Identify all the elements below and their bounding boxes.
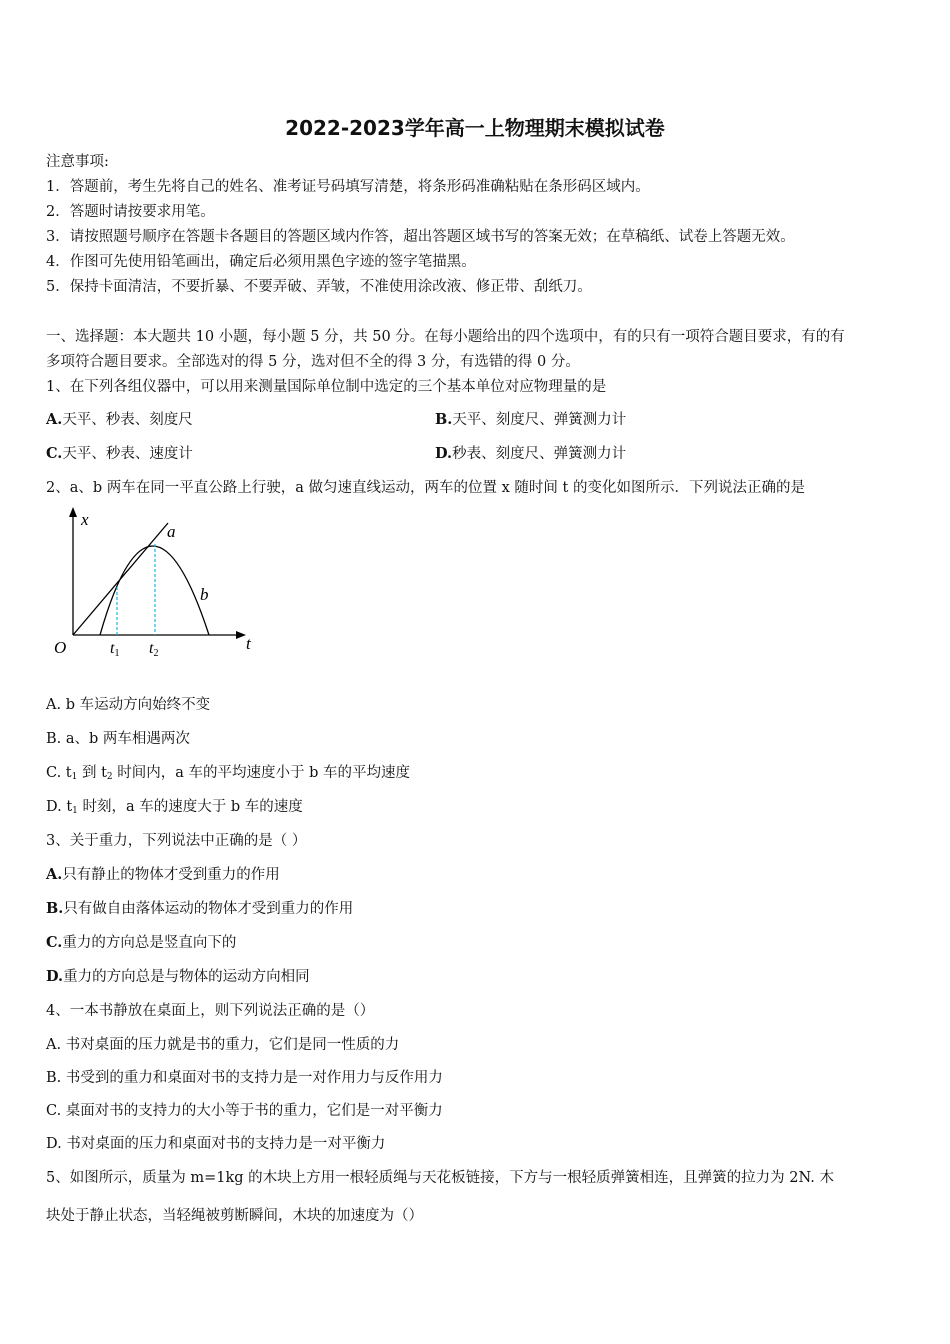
q4-option-b: B. 书受到的重力和桌面对书的支持力是一对作用力与反作用力 — [46, 1070, 443, 1086]
q2-option-c: C. $t_1$ 到 $t_2$ 时间内，a 车的平均速度小于 b 车的平均速度 — [46, 765, 411, 782]
note-item: 5．保持卡面清洁，不要折暴、不要弄破、弄皱，不准使用涂改液、修正带、刮纸刀。 — [46, 279, 592, 295]
position-time-graph — [48, 505, 263, 665]
question-3-stem: 3、关于重力，下列说法中正确的是（ ） — [46, 833, 307, 849]
note-item: 1．答题前，考生先将自己的姓名、准考证号码填写清楚，将条形码准确粘贴在条形码区域内。 — [46, 179, 650, 195]
q3-option-d: D.重力的方向总是与物体的运动方向相同 — [46, 968, 310, 985]
q3-option-c: C.重力的方向总是竖直向下的 — [46, 934, 237, 951]
q3-option-b: B.只有做自由落体运动的物体才受到重力的作用 — [46, 900, 354, 917]
q2-option-b: B. a、b 两车相遇两次 — [46, 731, 190, 747]
question-1-stem: 1、在下列各组仪器中，可以用来测量国际单位制中选定的三个基本单位对应物理量的是 — [46, 379, 607, 395]
line-a-label: a — [167, 522, 176, 541]
page-title: 2022-2023学年高一上物理期末模拟试卷 — [285, 116, 665, 140]
note-item: 4．作图可先使用铅笔画出，确定后必须用黑色字迹的签字笔描黑。 — [46, 254, 476, 270]
question-4-stem: 4、一本书静放在桌面上，则下列说法正确的是（） — [46, 1003, 375, 1019]
origin-label: O — [54, 638, 67, 657]
q1-option-c: C.天平、秒表、速度计 — [46, 445, 193, 462]
notes-heading: 注意事项: — [46, 154, 109, 170]
q1-option-b: B.天平、刻度尺、弹簧测力计 — [435, 411, 627, 428]
y-axis-label: x — [81, 510, 89, 529]
q4-option-a: A. 书对桌面的压力就是书的重力，它们是同一性质的力 — [46, 1037, 400, 1053]
section-instructions: 多项符合题目要求。全部选对的得 5 分，选对但不全的得 3 分，有选错的得 0 分。 — [46, 354, 580, 370]
note-item: 2．答题时请按要求用笔。 — [46, 204, 215, 220]
curve-b-label: b — [200, 585, 209, 604]
q4-option-c: C. 桌面对书的支持力的大小等于书的重力，它们是一对平衡力 — [46, 1103, 443, 1119]
q2-option-d: D. $t_1$ 时刻，a 车的速度大于 b 车的速度 — [46, 799, 303, 816]
section-instructions: 一、选择题：本大题共 10 小题，每小题 5 分，共 50 分。在每小题给出的四个选项中，有的只有一项符合题目要求，有的有 — [46, 329, 845, 345]
q4-option-d: D. 书对桌面的压力和桌面对书的支持力是一对平衡力 — [46, 1136, 386, 1152]
question-5-stem-cont: 块处于静止状态，当轻绳被剪断瞬间，木块的加速度为（） — [46, 1208, 423, 1224]
question-5-stem: 5、如图所示，质量为 m=1kg 的木块上方用一根轻质绳与天花板链接，下方与一根轻质弹簧相连，且弹簧的拉力为 2N. 木 — [46, 1170, 834, 1186]
q3-option-a: A.只有静止的物体才受到重力的作用 — [46, 866, 280, 883]
q1-option-d: D.秒表、刻度尺、弹簧测力计 — [435, 445, 627, 462]
question-2-stem: 2、a、b 两车在同一平直公路上行驶，a 做匀速直线运动，两车的位置 x 随时间 t 的变化如图所示．下列说法正确的是 — [46, 480, 805, 496]
x-axis-label: t — [246, 634, 251, 653]
x-axis-arrow — [236, 631, 246, 639]
q1-option-a: A.天平、秒表、刻度尺 — [46, 411, 193, 428]
t2-label: t2 — [149, 640, 159, 659]
note-item: 3．请按照题号顺序在答题卡各题目的答题区域内作答，超出答题区域书写的答案无效；在草稿纸、试卷上答题无效。 — [46, 229, 795, 245]
q2-option-a: A. b 车运动方向始终不变 — [46, 697, 211, 713]
t1-label: t1 — [110, 640, 120, 659]
y-axis-arrow — [69, 507, 77, 517]
